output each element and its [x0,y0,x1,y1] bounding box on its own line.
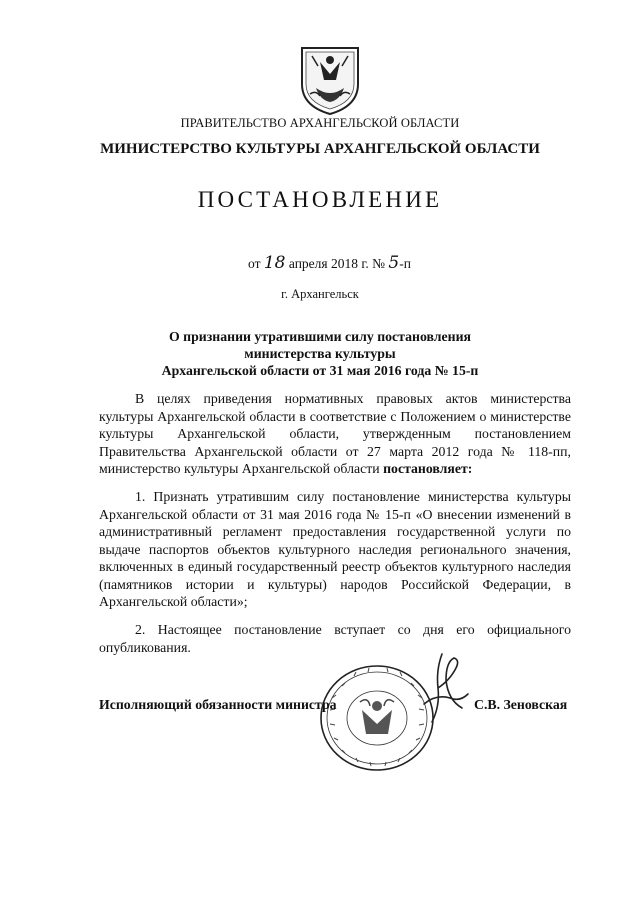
government-name: ПРАВИТЕЛЬСТВО АРХАНГЕЛЬСКОЙ ОБЛАСТИ [180,116,460,130]
number-suffix: -п [399,256,411,271]
document-type: ПОСТАНОВЛЕНИЕ [197,187,443,212]
date-line [248,253,411,273]
date-prefix: от [248,256,261,271]
handwritten-signature-icon [410,650,472,730]
resolves-word: постановляет: [383,461,473,476]
coat-of-arms-icon [296,44,364,116]
preamble-paragraph [99,390,571,478]
ministry-name: МИНИСТЕРСТВО КУЛЬТУРЫ АРХАНГЕЛЬСКОЙ ОБЛАСТИ [100,141,540,157]
subject-line-2: министерства культуры [244,346,396,361]
signatory-title: Исполняющий обязанности министра [99,697,337,712]
preamble-text: В целях приведения нормативных правовых актов министерства культуры Архангельской области в соответствие с Положением о министерстве культуры Архангельской области, утвержденным постановлением Правительства Архангельской области от 27 марта 2012 года № 118-пп, министерство культуры Архангельской области [99,391,571,476]
signatory-name: С.В. Зеновская [474,697,568,712]
number-label: № [372,256,386,271]
item-1-paragraph: 1. Признать утратившим силу постановление министерства культуры Архангельской области от 31 мая 2016 года № 15-п «О внесении изменений в административный регламент предоставления государственной услуги по выдаче паспортов объектов культурного наследия регионального значения, включенных в единый государственный реестр объектов культурного наследия (памятников истории и культуры) народов Российской Федерации, в Архангельской области»; [99,489,571,609]
item-2-paragraph: 2. Настоящее постановление вступает со дня его официального опубликования. [99,622,571,655]
document-number: 5 [388,253,400,273]
subject-line-1: О признании утратившими силу постановления [168,329,472,344]
city: г. Архангельск [281,287,359,301]
subject-line-3: Архангельской области от 31 мая 2016 года № 15-п [161,363,479,378]
document-subject [0,328,640,379]
date-month-year: апреля 2018 г. [288,256,369,271]
date-day: 18 [263,253,286,273]
